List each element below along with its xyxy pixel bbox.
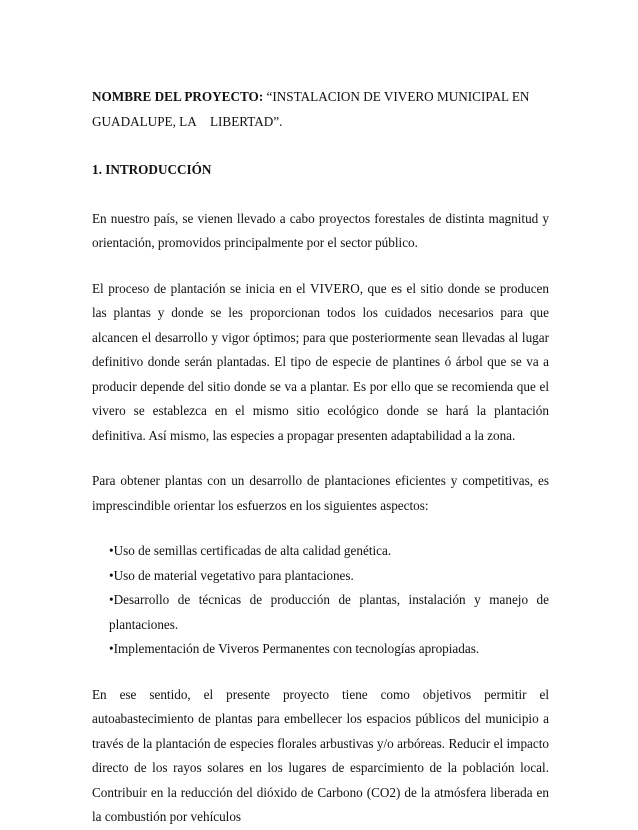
list-item: •Uso de semillas certificadas de alta calidad genética. xyxy=(109,543,392,558)
list-item: •Implementación de Viveros Permanentes con tecnologías apropiadas. xyxy=(109,641,480,656)
project-title-label: NOMBRE DEL PROYECTO: xyxy=(92,89,264,104)
project-title xyxy=(92,85,549,134)
project-title-value: “INSTALACION DE VIVERO MUNICIPAL EN GUADALUPE, LA LIBERTAD”. xyxy=(92,89,530,129)
list-item: •Uso de material vegetativo para plantaciones. xyxy=(109,567,354,583)
aspects-list xyxy=(92,539,549,662)
section-heading: 1. INTRODUCCIÓN xyxy=(92,162,212,177)
paragraph-intro: En nuestro país, se vienen llevado a cabo proyectos forestales de distinta magnitud y orientación, promovidos principalmente por el sector público. xyxy=(92,210,549,250)
paragraph-objectives: En ese sentido, el presente proyecto tiene como objetivos permitir el autoabastecimiento de plantas para embellecer los espacios públicos del municipio a través de la plantación de especies florales arbustivas y/o arbóreas. Reducir el impacto directo de los rayos solares en los lugares de esparcimiento de la población local. Contribuir en la reducción del dióxido de Carbono (CO2) de la atmósfera liberada en la combustión por vehículos xyxy=(92,686,549,824)
paragraph-aspects: Para obtener plantas con un desarrollo de plantaciones eficientes y competitivas, es imprescindible orientar los esfuerzos en los siguientes aspectos: xyxy=(92,473,549,513)
document-body xyxy=(92,85,549,830)
list-item: •Desarrollo de técnicas de producción de plantas, instalación y manejo de plantaciones. xyxy=(109,592,549,632)
paragraph-vivero-process: El proceso de plantación se inicia en el VIVERO, que es el sitio donde se producen las plantas y donde se les proporcionan todos los cuidados necesarios para que alcancen el desarrollo y vigor óptimos; para que posteriormente sean llevadas al lugar definitivo donde serán plantadas. El tipo de especie de plantines ó árbol que se va a producir depende del sitio donde se va a plantar. Es por ello que se recomienda que el vivero se establezca en el mismo sitio ecológico donde se hará la plantación definitiva. Así mismo, las especies a propagar presenten adaptabilidad a la zona. xyxy=(92,280,549,443)
